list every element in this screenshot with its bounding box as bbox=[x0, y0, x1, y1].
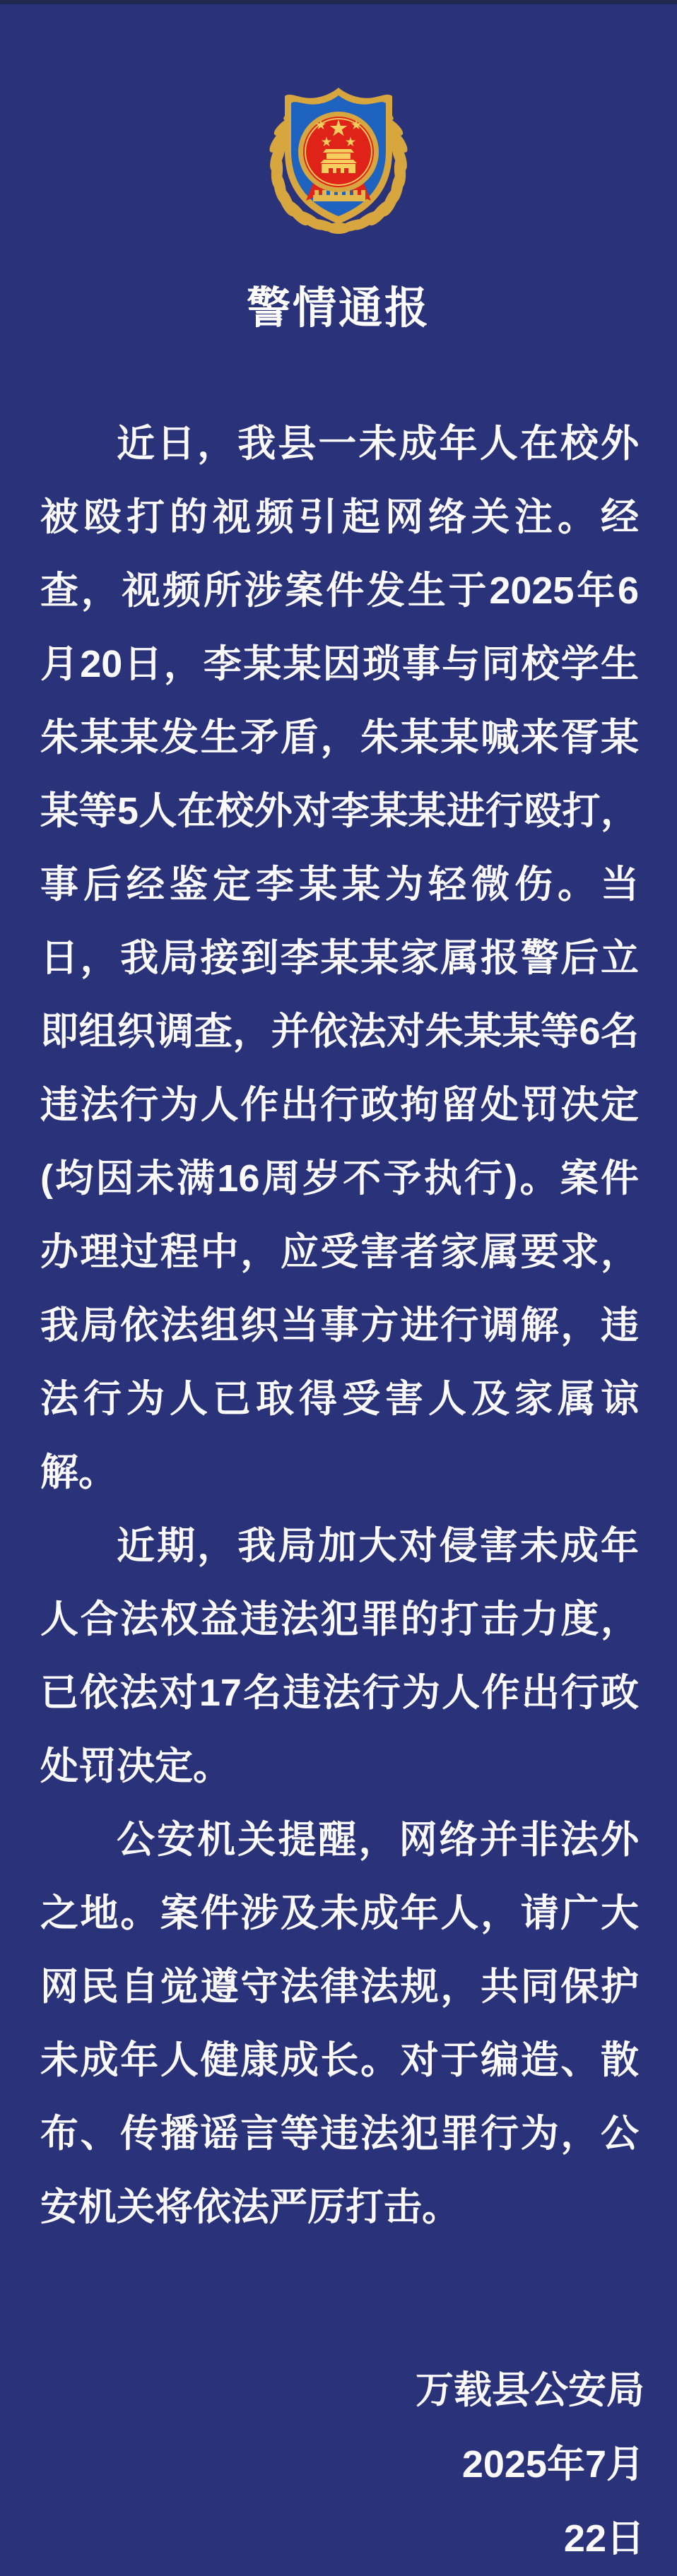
notice-paragraph-2: 近期，我局加大对侵害未成年人合法权益违法犯罪的打击力度，已依法对17名违法行为人作出行政处罚决定。 bbox=[40, 1525, 639, 1788]
notice-body bbox=[0, 407, 677, 2244]
issue-date-line-2: 22日 bbox=[563, 2517, 644, 2560]
top-border-strip bbox=[0, 0, 677, 4]
notice-title: 警情通报 bbox=[246, 284, 430, 333]
notice-footer bbox=[0, 2353, 677, 2576]
police-badge-icon bbox=[254, 71, 423, 240]
issuer-signature: 万载县公安局 bbox=[416, 2369, 644, 2411]
notice-paragraph-1: 近日，我县一未成年人在校外被殴打的视频引起网络关注。经查，视频所涉案件发生于2025年6月20日，李某某因琐事与同校学生朱某某发生矛盾，朱某某喊来胥某某等5人在校外对李某某进行殴打，事后经鉴定李某某为轻微伤。当日，我局接到李某某家属报警后立即组织调查，并依法对朱某某等6名违法行为人作出行政拘留处罚决定(均因未满16周岁不予执行)。案件办理过程中，应受害者家属要求，我局依法组织当事方进行调解，违法行为人已取得受害人及家属谅解。 bbox=[40, 423, 639, 1494]
notice-paragraph-3: 公安机关提醒，网络并非法外之地。案件涉及未成年人，请广大网民自觉遵守法律法规，共同保护未成年人健康成长。对于编造、散布、传播谣言等违法犯罪行为，公安机关将依法严厉打击。 bbox=[40, 1819, 639, 2228]
issue-date-line-1: 2025年7月 bbox=[461, 2443, 644, 2486]
